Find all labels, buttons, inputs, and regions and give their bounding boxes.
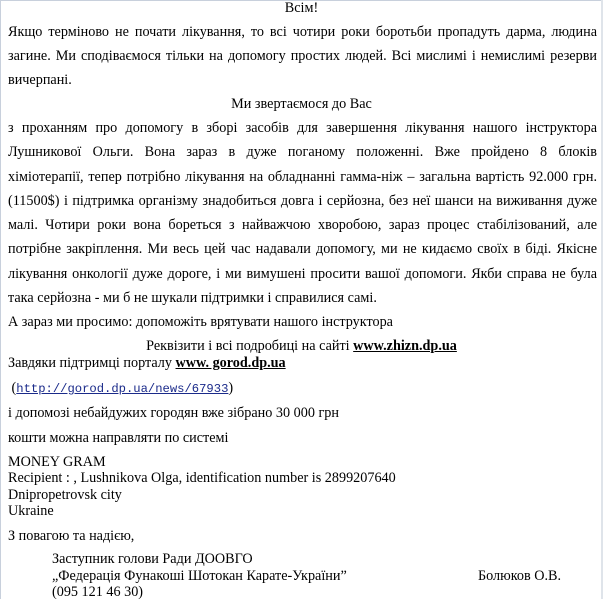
signature-position: Заступник голови Ради ДООВГО [52, 551, 253, 567]
appeal-line-1: з проханням про допомогу в зборі засобів для завершення лікування нашого інструктора [8, 120, 597, 136]
send-via-line: кошти можна направляти по системі [8, 430, 229, 446]
payment-city: Dnipropetrovsk city [8, 487, 122, 503]
news-link[interactable]: http://gorod.dp.ua/news/67933 [16, 382, 229, 396]
requisites-text: Реквізити і всі подробиці на сайті [146, 338, 350, 354]
intro-line-3: вичерпані. [8, 72, 72, 88]
payment-system: MONEY GRAM [8, 454, 106, 470]
appeal-line-3: хіміотерапії, тепер потрібно лікування на обладнанні гамма-ніж – загальна вартість 92.000 грн. [8, 169, 597, 185]
appeal-line-6: потрібне закріплення. Ми весь цей час надавали допомогу, ми не кидаємо своїх в біді. Якісне [8, 241, 597, 257]
portal-line [8, 354, 597, 372]
paren-open: ( [8, 380, 17, 396]
intro-line-1: Якщо терміново не почати лікування, то всі чотири роки боротьби пропадуть дарма, людина [8, 24, 597, 40]
appeal-line-8: така серйозна - ми б не шукали підтримки і справилися самі. [8, 290, 377, 306]
intro-line-2: загине. Ми сподіваємося тільки на допомогу простих людей. Всі мислимі і немислимі резерви [8, 48, 597, 64]
signature-org: „Федерація Фунакоші Шотокан Карате-України” [52, 568, 347, 584]
ask-line: А зараз ми просимо: допоможіть врятувати нашого інструктора [8, 314, 393, 330]
news-line [8, 379, 597, 398]
signature-name: Болюков О.В. [478, 568, 562, 584]
payment-country: Ukraine [8, 503, 54, 519]
requisites-line [0, 337, 603, 355]
appeal-line-4: (11500$) і підтримка організму знадобиться довга і серйозна, без неї шанси на виживання дуже [8, 193, 597, 209]
appeal-heading: Ми звертаємося до Вас [231, 96, 372, 112]
appeal-line-2: Лушникової Ольги. Вона зараз в дуже поганому положенні. Вже пройдено 8 блоків [8, 144, 597, 160]
appeal-line-7: лікування онкології дуже дороге, і ми вимушені просити вашої допомоги. Якби справа не була [8, 266, 597, 282]
closing-line: З повагою та надією, [8, 528, 135, 544]
portal-text: Завдяки підтримці порталу [8, 355, 172, 371]
collected-line: і допомозі небайдужих городян вже зібрано 30 000 грн [8, 405, 339, 421]
page-border-left [0, 0, 1, 599]
zhizn-site-link[interactable]: www.zhizn.dp.ua [353, 338, 457, 354]
payment-recipient: Recipient : , Lushnikova Olga, identification number is 2899207640 [8, 470, 396, 486]
signature-phone: (095 121 46 30) [52, 584, 144, 600]
greeting: Всім! [284, 0, 319, 16]
appeal-line-5: малі. Чотири роки вона бореться з найважчою хворобою, зараз процес стабілізований, але [8, 217, 597, 233]
paren-close: ) [228, 380, 234, 396]
gorod-portal-link[interactable]: www. gorod.dp.ua [175, 355, 286, 371]
